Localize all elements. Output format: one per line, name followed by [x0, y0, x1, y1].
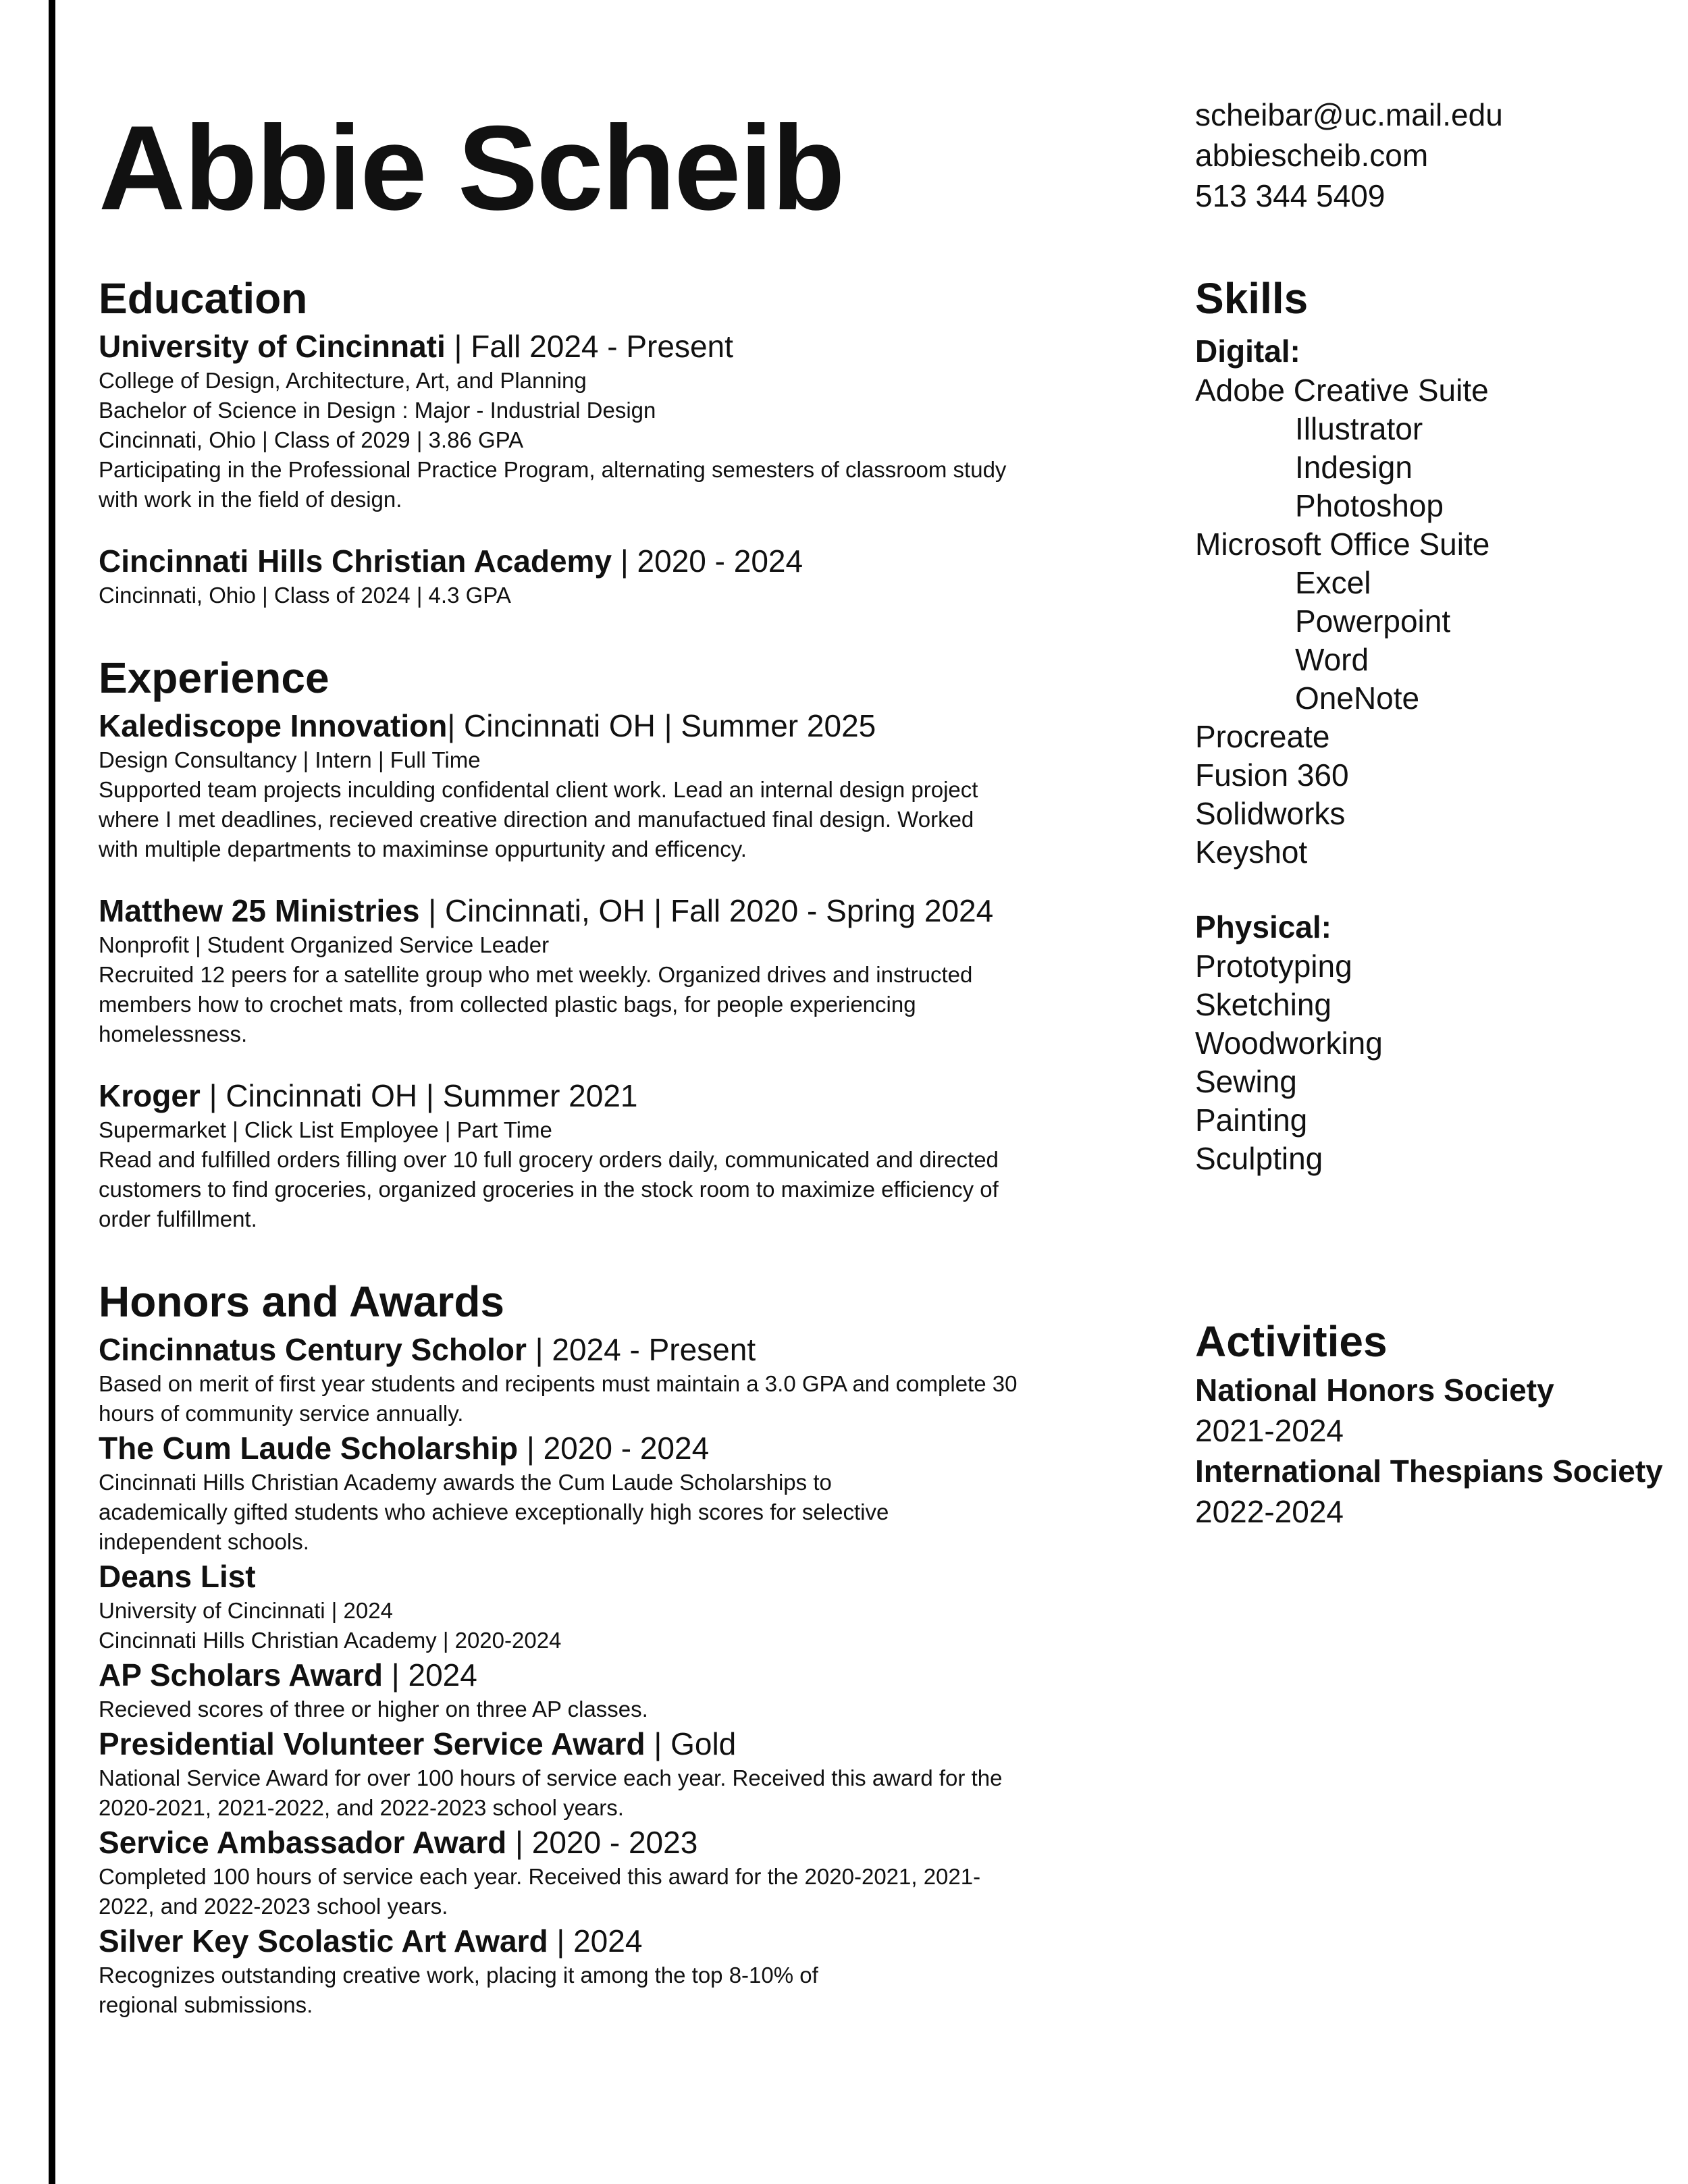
skill-item: Painting	[1195, 1102, 1308, 1138]
activities-section	[1195, 1313, 1668, 1532]
experience-heading: Experience	[99, 654, 329, 702]
entry-line: Nonprofit | Student Organized Service Leader	[99, 932, 550, 957]
entry-org: Deans List	[99, 1559, 256, 1594]
entry-org: University of Cincinnati	[99, 329, 446, 364]
entry-org: Kroger	[99, 1078, 201, 1113]
entry-line: University of Cincinnati | 2024	[99, 1598, 393, 1623]
honor-entry	[99, 1655, 1152, 1724]
main-column	[99, 270, 1152, 2020]
skill-subitem: Illustrator	[1295, 411, 1423, 446]
honors-heading: Honors and Awards	[99, 1277, 504, 1326]
entry-line: members how to crochet mats, from collected plastic bags, for people experiencing	[99, 992, 916, 1017]
entry-line: Supported team projects inculding confidental client work. Lead an internal design project	[99, 777, 978, 802]
honor-entry	[99, 1724, 1152, 1823]
entry-line: with work in the field of design.	[99, 487, 402, 512]
entry-line: academically gifted students who achieve exceptionally high scores for selective	[99, 1499, 889, 1524]
entry-org: Kalediscope Innovation	[99, 708, 448, 743]
entry-title	[99, 1655, 1152, 1695]
skills-digital-label: Digital:	[1195, 334, 1300, 369]
education-section	[99, 270, 1152, 610]
skill-subitem: OneNote	[1295, 681, 1420, 716]
entry-org: Matthew 25 Ministries	[99, 893, 420, 928]
skill-item: Keyshot	[1195, 834, 1308, 870]
entry-title	[99, 1921, 1152, 1961]
entry-line: Cincinnati Hills Christian Academy | 2020-2024	[99, 1628, 562, 1653]
skill-item: Prototyping	[1195, 949, 1352, 984]
contact-website[interactable]: abbiescheib.com	[1195, 138, 1429, 173]
entry-meta: | Cincinnati, OH | Fall 2020 - Spring 2024	[419, 893, 994, 928]
skill-item: Adobe Creative Suite	[1195, 373, 1489, 408]
entry-meta: | 2024	[383, 1657, 477, 1693]
activity-years: 2021-2024	[1195, 1413, 1344, 1448]
entry-line: Recognizes outstanding creative work, placing it among the top 8-10% of	[99, 1963, 818, 1988]
skill-item: Microsoft Office Suite	[1195, 527, 1490, 562]
entry-title	[99, 1557, 1152, 1596]
entry-line: Completed 100 hours of service each year. Received this award for the 2020-2021, 2021-	[99, 1864, 981, 1889]
entry-title	[99, 1330, 1152, 1369]
entry-line: College of Design, Architecture, Art, and Planning	[99, 368, 587, 393]
left-border-bar	[49, 0, 55, 2184]
entry-line: with multiple departments to maximinse oppurtunity and efficency.	[99, 836, 747, 861]
honors-section	[99, 1273, 1152, 2020]
entry-org: Cincinnatus Century Scholor	[99, 1332, 527, 1367]
entry-line: Design Consultancy | Intern | Full Time	[99, 747, 481, 772]
activities-heading: Activities	[1195, 1317, 1388, 1366]
honor-entry	[99, 1429, 1152, 1557]
entry-line: National Service Award for over 100 hours of service each year. Received this award for the	[99, 1765, 1003, 1790]
activity-name: International Thespians Society	[1195, 1454, 1663, 1489]
entry-org: Service Ambassador Award	[99, 1825, 507, 1860]
education-entry	[99, 541, 1152, 610]
skill-item: Fusion 360	[1195, 757, 1349, 793]
entry-line: Participating in the Professional Practice Program, alternating semesters of classroom study	[99, 457, 1007, 482]
honor-entry	[99, 1557, 1152, 1655]
activity-years: 2022-2024	[1195, 1494, 1344, 1529]
entry-org: The Cum Laude Scholarship	[99, 1431, 519, 1466]
experience-entry	[99, 706, 1152, 864]
entry-title	[99, 327, 1152, 366]
entry-line: Cincinnati, Ohio | Class of 2029 | 3.86 GPA	[99, 427, 524, 452]
entry-title	[99, 1724, 1152, 1763]
entry-line: customers to find groceries, organized groceries in the stock room to maximize efficiency of	[99, 1177, 999, 1202]
entry-line: Cincinnati, Ohio | Class of 2024 | 4.3 GPA	[99, 583, 511, 608]
entry-line: regional submissions.	[99, 1992, 313, 2017]
skill-subitem: Word	[1295, 642, 1369, 677]
honor-entry	[99, 1921, 1152, 2020]
contact-block	[1195, 95, 1503, 216]
skills-physical-label: Physical:	[1195, 909, 1331, 944]
skill-item: Sculpting	[1195, 1141, 1323, 1176]
entry-title	[99, 706, 1152, 745]
entry-line: Read and fulfilled orders filling over 10 full grocery orders daily, communicated and directed	[99, 1147, 999, 1172]
contact-email[interactable]: scheibar@uc.mail.edu	[1195, 97, 1503, 132]
entry-meta: | Cincinnati OH | Summer 2021	[200, 1078, 638, 1113]
skills-section	[1195, 270, 1668, 1178]
entry-title	[99, 891, 1152, 930]
entry-meta: | Cincinnati OH | Summer 2025	[447, 708, 876, 743]
entry-line: where I met deadlines, recieved creative direction and manufactued final design. Worked	[99, 807, 974, 832]
entry-line: 2022, and 2022-2023 school years.	[99, 1894, 448, 1919]
entry-line: hours of community service annually.	[99, 1401, 464, 1426]
entry-meta: | 2024 - Present	[526, 1332, 756, 1367]
entry-meta: | 2020 - 2023	[506, 1825, 698, 1860]
entry-line: 2020-2021, 2021-2022, and 2022-2023 school years.	[99, 1795, 624, 1820]
skill-subitem: Excel	[1295, 565, 1371, 600]
entry-title	[99, 541, 1152, 581]
honor-entry	[99, 1823, 1152, 1921]
entry-title	[99, 1076, 1152, 1115]
entry-meta: | 2024	[548, 1923, 643, 1959]
education-entry	[99, 327, 1152, 514]
skill-subitem: Indesign	[1295, 450, 1413, 485]
contact-phone: 513 344 5409	[1195, 178, 1386, 213]
entry-line: Supermarket | Click List Employee | Part Time	[99, 1117, 552, 1142]
entry-line: Based on merit of first year students and recipents must maintain a 3.0 GPA and complete 30	[99, 1371, 1018, 1396]
entry-meta: | 2020 - 2024	[612, 543, 803, 579]
entry-org: Silver Key Scolastic Art Award	[99, 1923, 548, 1959]
honor-entry	[99, 1330, 1152, 1429]
experience-entry	[99, 891, 1152, 1049]
skill-item: Procreate	[1195, 719, 1330, 754]
entry-title	[99, 1823, 1152, 1862]
entry-line: Recruited 12 peers for a satellite group who met weekly. Organized drives and instructed	[99, 962, 973, 987]
entry-org: AP Scholars Award	[99, 1657, 383, 1693]
skill-item: Sketching	[1195, 987, 1332, 1022]
entry-line: order fulfillment.	[99, 1206, 257, 1231]
education-heading: Education	[99, 274, 308, 323]
side-column	[1195, 270, 1668, 1532]
skill-item: Woodworking	[1195, 1026, 1383, 1061]
entry-line: Bachelor of Science in Design : Major - Industrial Design	[99, 398, 656, 423]
activity-name: National Honors Society	[1195, 1373, 1554, 1408]
entry-title	[99, 1429, 1152, 1468]
skill-subitem: Powerpoint	[1295, 604, 1451, 639]
skill-item: Solidworks	[1195, 796, 1346, 831]
entry-meta: | 2020 - 2024	[518, 1431, 710, 1466]
experience-section	[99, 649, 1152, 1234]
experience-entry	[99, 1076, 1152, 1234]
entry-line: independent schools.	[99, 1529, 309, 1554]
entry-org: Presidential Volunteer Service Award	[99, 1726, 645, 1761]
candidate-name: Abbie Scheib	[99, 101, 844, 235]
entry-meta: | Gold	[645, 1726, 737, 1761]
entry-line: Cincinnati Hills Christian Academy awards the Cum Laude Scholarships to	[99, 1470, 832, 1495]
skill-subitem: Photoshop	[1295, 488, 1444, 523]
entry-org: Cincinnati Hills Christian Academy	[99, 543, 612, 579]
entry-line: homelessness.	[99, 1021, 248, 1046]
skill-item: Sewing	[1195, 1064, 1297, 1099]
skills-heading: Skills	[1195, 274, 1309, 323]
entry-meta: | Fall 2024 - Present	[445, 329, 733, 364]
entry-line: Recieved scores of three or higher on three AP classes.	[99, 1697, 648, 1722]
